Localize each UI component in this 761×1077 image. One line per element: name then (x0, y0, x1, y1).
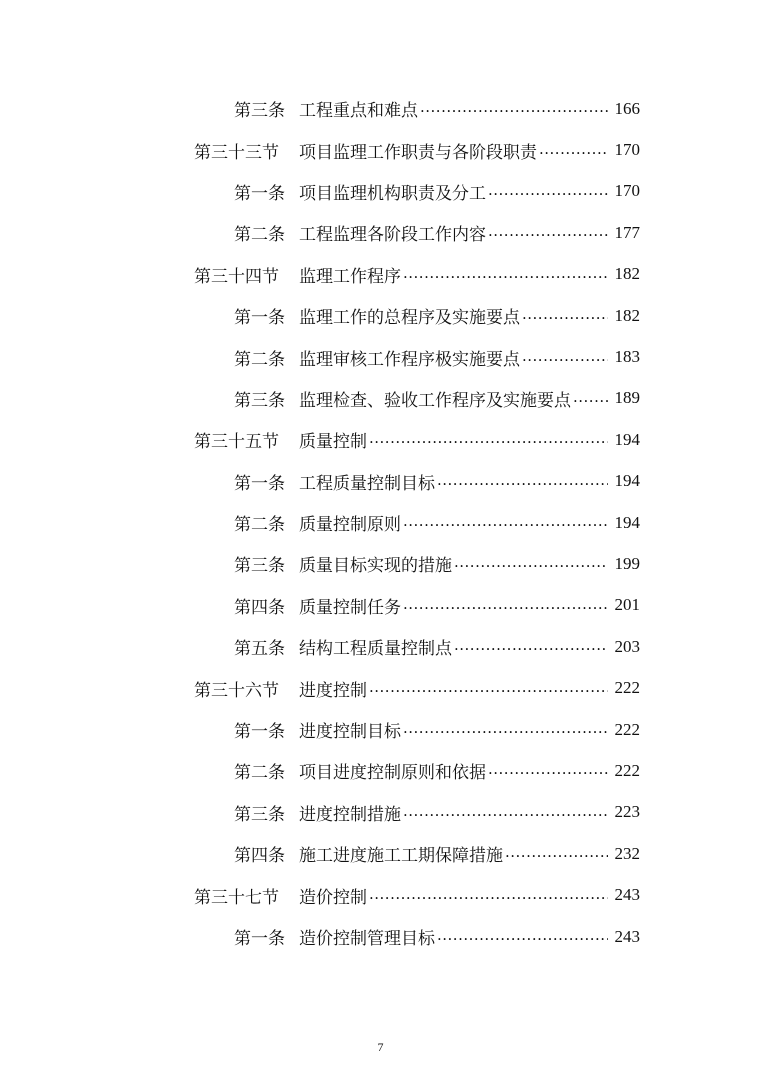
toc-entry-page: 203 (614, 636, 640, 656)
toc-entry-page: 170 (614, 181, 640, 201)
toc-entry-number: 第五条 (234, 639, 285, 660)
toc-entry-title: 进度控制目标 (299, 722, 401, 743)
toc-dot-leader (369, 887, 608, 904)
toc-entry-title: 监理工作程序 (299, 266, 401, 287)
toc-dot-leader (437, 473, 608, 490)
toc-entry-number: 第一条 (234, 473, 285, 494)
toc-entry-page: 183 (614, 347, 640, 367)
toc-dot-leader (420, 100, 608, 117)
toc-section-entry[interactable] (0, 254, 761, 295)
toc-entry-title: 监理检查、验收工作程序及实施要点 (299, 390, 571, 411)
toc-dot-leader (437, 928, 608, 945)
toc-article-entry[interactable] (0, 336, 761, 377)
toc-entry-page: 194 (614, 512, 640, 532)
toc-entry-number: 第二条 (234, 349, 285, 370)
toc-entry-number: 第三条 (234, 556, 285, 577)
toc-entry-title: 造价控制管理目标 (299, 929, 435, 949)
toc-entry-number: 第一条 (234, 183, 285, 204)
toc-entry-page: 166 (614, 98, 640, 118)
toc-dot-leader (369, 431, 608, 448)
toc-entry-page: 243 (614, 885, 640, 905)
toc-section-entry[interactable] (0, 419, 761, 460)
toc-entry-title: 质量控制 (299, 432, 367, 453)
toc-entry-page: 194 (614, 471, 640, 491)
toc-entry-number: 第四条 (234, 846, 285, 867)
toc-article-entry[interactable] (0, 750, 761, 791)
toc-article-entry[interactable] (0, 295, 761, 336)
toc-dot-leader (403, 597, 608, 614)
toc-entry-title: 工程监理各阶段工作内容 (299, 225, 486, 246)
toc-dot-leader (403, 266, 608, 283)
toc-article-entry[interactable] (0, 833, 761, 874)
toc-entry-page: 222 (614, 678, 640, 698)
toc-dot-leader (454, 555, 608, 572)
toc-entry-page: 182 (614, 264, 640, 284)
toc-entry-title: 项目监理机构职责及分工 (299, 183, 486, 204)
toc-entry-title: 监理工作的总程序及实施要点 (299, 308, 520, 329)
toc-article-entry[interactable] (0, 378, 761, 419)
toc-entry-number: 第一条 (234, 722, 285, 743)
toc-entry-number: 第三十五节 (194, 432, 279, 453)
toc-entry-number: 第三条 (234, 101, 285, 122)
toc-entry-number: 第三十六节 (194, 680, 279, 701)
toc-article-entry[interactable] (0, 171, 761, 212)
toc-entry-page: 223 (614, 802, 640, 822)
toc-entry-number: 第三条 (234, 804, 285, 825)
toc-article-entry[interactable] (0, 792, 761, 833)
toc-entry-number: 第三条 (234, 390, 285, 411)
toc-entry-number: 第三十四节 (194, 266, 279, 287)
toc-article-entry[interactable] (0, 585, 761, 626)
toc-article-entry[interactable] (0, 626, 761, 667)
toc-dot-leader (522, 307, 608, 324)
toc-entry-number: 第三十三节 (194, 142, 279, 163)
toc-dot-leader (488, 183, 608, 200)
toc-entry-number: 第二条 (234, 225, 285, 246)
toc-dot-leader (488, 762, 608, 779)
toc-section-entry[interactable] (0, 129, 761, 170)
toc-entry-page: 222 (614, 760, 640, 780)
toc-entry-title: 进度控制措施 (299, 804, 401, 825)
toc-dot-leader (403, 721, 608, 738)
toc-entry-title: 施工进度施工工期保障措施 (299, 846, 503, 867)
toc-entry-page: 170 (614, 140, 640, 160)
toc-entry-title: 工程质量控制目标 (299, 473, 435, 494)
toc-article-entry[interactable] (0, 212, 761, 253)
toc-entry-title: 进度控制 (299, 680, 367, 701)
toc-dot-leader (522, 349, 608, 366)
toc-dot-leader (488, 224, 608, 241)
toc-entry-title: 造价控制 (299, 887, 367, 908)
page-number: 7 (377, 1040, 384, 1054)
toc-entry-title: 质量目标实现的措施 (299, 556, 452, 577)
toc-entry-number: 第三十七节 (194, 887, 279, 908)
toc-dot-leader (505, 845, 608, 862)
toc-dot-leader (403, 514, 608, 531)
toc-article-entry[interactable] (0, 916, 761, 957)
toc-entry-page: 232 (614, 843, 640, 863)
toc-entry-number: 第一条 (234, 929, 285, 949)
toc-dot-leader (454, 638, 608, 655)
toc-entry-page: 182 (614, 305, 640, 325)
toc-dot-leader (403, 804, 608, 821)
toc-entry-page: 177 (614, 222, 640, 242)
toc-entry-title: 结构工程质量控制点 (299, 639, 452, 660)
toc-article-entry[interactable] (0, 88, 761, 129)
toc-dot-leader (573, 390, 608, 407)
toc-entry-page: 189 (614, 388, 640, 408)
toc-entry-page: 222 (614, 719, 640, 739)
toc-article-entry[interactable] (0, 502, 761, 543)
toc-entry-number: 第一条 (234, 308, 285, 329)
toc-entry-page: 201 (614, 595, 640, 615)
toc-article-entry[interactable] (0, 709, 761, 750)
toc-article-entry[interactable] (0, 543, 761, 584)
toc-entry-number: 第四条 (234, 597, 285, 618)
toc-entry-title: 质量控制原则 (299, 515, 401, 536)
toc-entry-page: 243 (614, 926, 640, 946)
toc-entry-title: 监理审核工作程序极实施要点 (299, 349, 520, 370)
toc-section-entry[interactable] (0, 667, 761, 708)
toc-entry-title: 工程重点和难点 (299, 101, 418, 122)
toc-entry-title: 项目进度控制原则和依据 (299, 763, 486, 784)
toc-entry-page: 199 (614, 553, 640, 573)
toc-entry-page: 194 (614, 429, 640, 449)
toc-entry-number: 第二条 (234, 763, 285, 784)
toc-entry-title: 项目监理工作职责与各阶段职责 (299, 142, 537, 163)
toc-entry-number: 第二条 (234, 515, 285, 536)
toc-dot-leader (369, 680, 608, 697)
table-of-contents (0, 88, 761, 957)
toc-dot-leader (539, 142, 608, 159)
toc-section-entry[interactable] (0, 874, 761, 915)
toc-article-entry[interactable] (0, 461, 761, 502)
toc-entry-title: 质量控制任务 (299, 597, 401, 618)
